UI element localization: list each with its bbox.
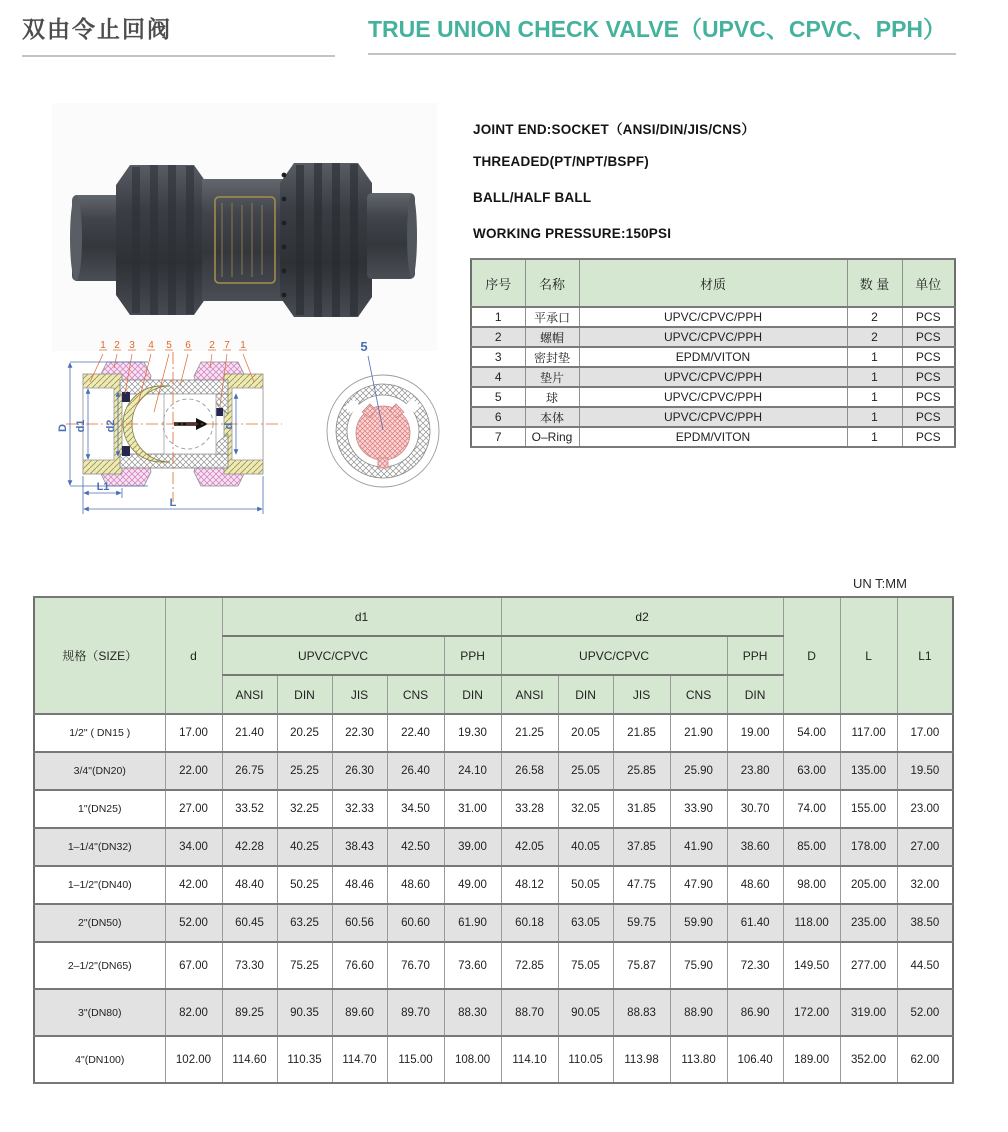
parts-table-cell: EPDM/VITON	[579, 427, 847, 447]
dim-value-cell: 113.98	[613, 1036, 670, 1083]
dim-col-d1-upvc-cpvc: UPVC/CPVC	[222, 636, 444, 675]
dim-value-cell: 277.00	[840, 942, 897, 989]
dim-value-cell: 114.70	[332, 1036, 387, 1083]
dim-value-cell: 135.00	[840, 752, 897, 790]
parts-table-cell: PCS	[902, 387, 955, 407]
dim-value-cell: 76.70	[387, 942, 444, 989]
part-label-6: 6	[185, 340, 191, 351]
dim-value-cell: 21.90	[670, 714, 727, 752]
dim-value-cell: 89.70	[387, 989, 444, 1036]
dim-col-d1: d1	[222, 597, 501, 636]
dim-value-cell: 88.30	[444, 989, 501, 1036]
dim-value-cell: 75.25	[277, 942, 332, 989]
dim-value-cell: 32.25	[277, 790, 332, 828]
dim-value-cell: 22.00	[165, 752, 222, 790]
parts-table-cell: PCS	[902, 307, 955, 327]
dim-size-cell: 1–1/4"(DN32)	[34, 828, 165, 866]
dim-col-d2-jis: JIS	[613, 675, 670, 714]
technical-drawing	[30, 336, 475, 531]
part-label-1: 1	[100, 340, 106, 351]
dim-value-cell: 38.60	[727, 828, 783, 866]
dim-col-d1-din: DIN	[277, 675, 332, 714]
dim-value-cell: 155.00	[840, 790, 897, 828]
parts-table-cell: PCS	[902, 347, 955, 367]
parts-table-cell: UPVC/CPVC/PPH	[579, 387, 847, 407]
parts-table-header-row	[471, 259, 955, 307]
dim-value-cell: 41.90	[670, 828, 727, 866]
dim-value-cell: 42.50	[387, 828, 444, 866]
dimension-table	[33, 596, 954, 1084]
dim-value-cell: 25.05	[558, 752, 613, 790]
dim-col-d2-upvc-cpvc: UPVC/CPVC	[501, 636, 727, 675]
dim-value-cell: 31.85	[613, 790, 670, 828]
dim-value-cell: 110.05	[558, 1036, 613, 1083]
dim-value-cell: 114.10	[501, 1036, 558, 1083]
dim-col-d1-ansi: ANSI	[222, 675, 277, 714]
dim-value-cell: 61.40	[727, 904, 783, 942]
dim-label-L1: L1	[96, 481, 110, 493]
parts-table-row	[471, 307, 955, 327]
part-label-4: 4	[148, 340, 154, 351]
dim-table-row	[34, 714, 953, 752]
dim-value-cell: 67.00	[165, 942, 222, 989]
dim-value-cell: 82.00	[165, 989, 222, 1036]
dim-value-cell: 88.83	[613, 989, 670, 1036]
dim-value-cell: 48.12	[501, 866, 558, 904]
dim-value-cell: 23.00	[897, 790, 953, 828]
dim-value-cell: 50.25	[277, 866, 332, 904]
parts-table-cell: 本体	[525, 407, 579, 427]
parts-table-cell: 球	[525, 387, 579, 407]
dim-value-cell: 98.00	[783, 866, 840, 904]
dim-value-cell: 39.00	[444, 828, 501, 866]
dim-value-cell: 189.00	[783, 1036, 840, 1083]
page-title-cn: 双由令止回阀	[22, 11, 335, 57]
dim-value-cell: 31.00	[444, 790, 501, 828]
dim-value-cell: 59.75	[613, 904, 670, 942]
dim-value-cell: 19.00	[727, 714, 783, 752]
dim-table-row	[34, 752, 953, 790]
dim-table-row	[34, 866, 953, 904]
dim-value-cell: 22.30	[332, 714, 387, 752]
parts-table-cell: 2	[847, 327, 902, 347]
end-view-label: 5	[360, 339, 368, 354]
dim-value-cell: 48.60	[727, 866, 783, 904]
parts-table-cell: 4	[471, 367, 525, 387]
dim-value-cell: 42.28	[222, 828, 277, 866]
dim-col-D: D	[783, 597, 840, 714]
parts-table-cell: UPVC/CPVC/PPH	[579, 327, 847, 347]
dim-size-cell: 3"(DN80)	[34, 989, 165, 1036]
dim-value-cell: 178.00	[840, 828, 897, 866]
dim-value-cell: 60.56	[332, 904, 387, 942]
dim-value-cell: 20.25	[277, 714, 332, 752]
dim-value-cell: 172.00	[783, 989, 840, 1036]
dim-value-cell: 26.75	[222, 752, 277, 790]
dim-value-cell: 63.05	[558, 904, 613, 942]
parts-col-unit: 单位	[902, 259, 955, 307]
dim-value-cell: 117.00	[840, 714, 897, 752]
dim-value-cell: 50.05	[558, 866, 613, 904]
dim-value-cell: 149.50	[783, 942, 840, 989]
dim-value-cell: 38.43	[332, 828, 387, 866]
dim-value-cell: 54.00	[783, 714, 840, 752]
unit-note: UN T:MM	[853, 576, 907, 591]
dim-value-cell: 21.40	[222, 714, 277, 752]
dim-value-cell: 33.90	[670, 790, 727, 828]
valve-right-nut	[280, 163, 372, 317]
dim-value-cell: 89.60	[332, 989, 387, 1036]
parts-table-row	[471, 387, 955, 407]
dim-value-cell: 25.25	[277, 752, 332, 790]
parts-col-name: 名称	[525, 259, 579, 307]
dim-col-d1-pph: PPH	[444, 636, 501, 675]
parts-table-cell: 5	[471, 387, 525, 407]
valve-left-nut	[116, 165, 208, 315]
dim-value-cell: 61.90	[444, 904, 501, 942]
dim-value-cell: 72.30	[727, 942, 783, 989]
dim-value-cell: 72.85	[501, 942, 558, 989]
dim-value-cell: 33.52	[222, 790, 277, 828]
dim-value-cell: 21.25	[501, 714, 558, 752]
dim-value-cell: 76.60	[332, 942, 387, 989]
dim-value-cell: 19.50	[897, 752, 953, 790]
dim-value-cell: 48.40	[222, 866, 277, 904]
parts-col-material: 材质	[579, 259, 847, 307]
dim-col-d2-pph-din: DIN	[727, 675, 783, 714]
dim-value-cell: 32.05	[558, 790, 613, 828]
parts-table-cell: 1	[847, 407, 902, 427]
parts-table-cell: 2	[471, 327, 525, 347]
spec-line-pressure: WORKING PRESSURE:150PSI	[473, 226, 672, 241]
spec-line-joint-end: JOINT END:SOCKET（ANSI/DIN/JIS/CNS）	[473, 122, 756, 137]
dim-value-cell: 27.00	[165, 790, 222, 828]
dim-value-cell: 21.85	[613, 714, 670, 752]
dim-value-cell: 48.46	[332, 866, 387, 904]
dim-value-cell: 319.00	[840, 989, 897, 1036]
parts-table-cell: PCS	[902, 427, 955, 447]
dim-value-cell: 22.40	[387, 714, 444, 752]
dim-value-cell: 75.05	[558, 942, 613, 989]
dim-value-cell: 118.00	[783, 904, 840, 942]
dim-col-d2-ansi: ANSI	[501, 675, 558, 714]
dim-col-d1-pph-din: DIN	[444, 675, 501, 714]
dim-size-cell: 4"(DN100)	[34, 1036, 165, 1083]
dim-value-cell: 47.75	[613, 866, 670, 904]
dim-value-cell: 62.00	[897, 1036, 953, 1083]
parts-table-cell: 2	[847, 307, 902, 327]
spec-line-ball: BALL/HALF BALL	[473, 190, 592, 205]
dim-value-cell: 110.35	[277, 1036, 332, 1083]
part-label-3: 3	[129, 340, 135, 351]
parts-table-body	[471, 307, 955, 447]
parts-col-qty: 数 量	[847, 259, 902, 307]
dim-value-cell: 108.00	[444, 1036, 501, 1083]
end-view-ball	[356, 406, 410, 460]
dim-col-d1-cns: CNS	[387, 675, 444, 714]
part-number-labels	[100, 340, 246, 351]
dim-value-cell: 74.00	[783, 790, 840, 828]
cross-section-view	[57, 340, 282, 514]
dim-table-row	[34, 989, 953, 1036]
part-label-5: 5	[166, 340, 172, 351]
dim-value-cell: 17.00	[165, 714, 222, 752]
dim-col-d2: d2	[501, 597, 783, 636]
parts-table-cell: O–Ring	[525, 427, 579, 447]
dim-table-row	[34, 790, 953, 828]
dim-value-cell: 19.30	[444, 714, 501, 752]
page-title-en: TRUE UNION CHECK VALVE（UPVC、CPVC、PPH）	[368, 11, 956, 55]
dim-value-cell: 52.00	[165, 904, 222, 942]
dim-value-cell: 49.00	[444, 866, 501, 904]
parts-table-cell: PCS	[902, 327, 955, 347]
dim-header-row-1	[34, 597, 953, 636]
dim-label-d2: d2	[105, 419, 117, 433]
dim-value-cell: 52.00	[897, 989, 953, 1036]
parts-table-cell: EPDM/VITON	[579, 347, 847, 367]
parts-table-cell: 7	[471, 427, 525, 447]
parts-table-cell: UPVC/CPVC/PPH	[579, 307, 847, 327]
dim-col-d2-pph: PPH	[727, 636, 783, 675]
dim-value-cell: 113.80	[670, 1036, 727, 1083]
parts-table-cell: PCS	[902, 367, 955, 387]
dim-value-cell: 25.90	[670, 752, 727, 790]
dim-label-d1: d1	[75, 419, 87, 433]
parts-table-cell: 平承口	[525, 307, 579, 327]
spec-line-threaded: THREADED(PT/NPT/BSPF)	[473, 154, 649, 169]
dim-value-cell: 47.90	[670, 866, 727, 904]
spec-lines	[473, 118, 755, 262]
dim-col-size: 规格（SIZE）	[34, 597, 165, 714]
dim-value-cell: 44.50	[897, 942, 953, 989]
dim-value-cell: 90.35	[277, 989, 332, 1036]
dim-col-d1-jis: JIS	[332, 675, 387, 714]
dim-table-row	[34, 904, 953, 942]
dim-col-d2-din: DIN	[558, 675, 613, 714]
dim-size-cell: 3/4"(DN20)	[34, 752, 165, 790]
dim-col-d2-cns: CNS	[670, 675, 727, 714]
parts-table-row	[471, 407, 955, 427]
dim-size-cell: 1"(DN25)	[34, 790, 165, 828]
parts-table-cell: 6	[471, 407, 525, 427]
parts-table	[470, 258, 956, 448]
dim-value-cell: 20.05	[558, 714, 613, 752]
parts-table-cell: UPVC/CPVC/PPH	[579, 367, 847, 387]
dim-value-cell: 114.60	[222, 1036, 277, 1083]
dim-value-cell: 75.87	[613, 942, 670, 989]
dim-table-row	[34, 1036, 953, 1083]
dim-label-L: L	[169, 497, 177, 509]
dim-value-cell: 205.00	[840, 866, 897, 904]
dim-value-cell: 85.00	[783, 828, 840, 866]
parts-table-row	[471, 347, 955, 367]
parts-table-cell: 1	[471, 307, 525, 327]
dim-value-cell: 89.25	[222, 989, 277, 1036]
dim-value-cell: 40.05	[558, 828, 613, 866]
parts-table-cell: 螺帽	[525, 327, 579, 347]
dim-value-cell: 25.85	[613, 752, 670, 790]
dim-size-cell: 1–1/2"(DN40)	[34, 866, 165, 904]
part-label-2b: 2	[209, 340, 215, 351]
dim-value-cell: 115.00	[387, 1036, 444, 1083]
dim-value-cell: 88.70	[501, 989, 558, 1036]
dim-value-cell: 40.25	[277, 828, 332, 866]
parts-table-cell: 1	[847, 387, 902, 407]
dim-value-cell: 63.00	[783, 752, 840, 790]
dim-value-cell: 75.90	[670, 942, 727, 989]
dim-value-cell: 106.40	[727, 1036, 783, 1083]
dim-size-cell: 1/2" ( DN15 )	[34, 714, 165, 752]
part-label-1b: 1	[240, 340, 246, 351]
parts-col-index: 序号	[471, 259, 525, 307]
dim-value-cell: 60.60	[387, 904, 444, 942]
dim-value-cell: 59.90	[670, 904, 727, 942]
dim-table-body	[34, 714, 953, 1083]
parts-table-cell: 密封垫	[525, 347, 579, 367]
dim-value-cell: 63.25	[277, 904, 332, 942]
dim-col-d: d	[165, 597, 222, 714]
dim-value-cell: 235.00	[840, 904, 897, 942]
dim-value-cell: 60.45	[222, 904, 277, 942]
dim-value-cell: 27.00	[897, 828, 953, 866]
parts-table-cell: PCS	[902, 407, 955, 427]
dim-value-cell: 33.28	[501, 790, 558, 828]
dim-value-cell: 26.58	[501, 752, 558, 790]
dim-value-cell: 23.80	[727, 752, 783, 790]
dim-value-cell: 42.00	[165, 866, 222, 904]
dim-value-cell: 73.30	[222, 942, 277, 989]
dim-value-cell: 34.00	[165, 828, 222, 866]
dim-value-cell: 88.90	[670, 989, 727, 1036]
parts-table-cell: 1	[847, 367, 902, 387]
parts-table-cell: 1	[847, 347, 902, 367]
part-label-7: 7	[224, 340, 230, 351]
dim-value-cell: 42.05	[501, 828, 558, 866]
parts-table-row	[471, 327, 955, 347]
dim-value-cell: 32.00	[897, 866, 953, 904]
dim-value-cell: 86.90	[727, 989, 783, 1036]
dim-size-cell: 2"(DN50)	[34, 904, 165, 942]
part-label-2: 2	[114, 340, 120, 351]
parts-table-cell: 3	[471, 347, 525, 367]
dim-value-cell: 17.00	[897, 714, 953, 752]
dim-col-L: L	[840, 597, 897, 714]
dim-table-row	[34, 828, 953, 866]
dim-table-row	[34, 942, 953, 989]
dim-value-cell: 90.05	[558, 989, 613, 1036]
product-photo	[52, 103, 437, 351]
dim-value-cell: 102.00	[165, 1036, 222, 1083]
dim-value-cell: 48.60	[387, 866, 444, 904]
parts-table-cell: 1	[847, 427, 902, 447]
dim-value-cell: 26.40	[387, 752, 444, 790]
dim-value-cell: 60.18	[501, 904, 558, 942]
dim-label-D: D	[57, 424, 69, 432]
dim-col-L1: L1	[897, 597, 953, 714]
dim-value-cell: 32.33	[332, 790, 387, 828]
dim-value-cell: 352.00	[840, 1036, 897, 1083]
end-view	[327, 339, 439, 487]
parts-table-cell: 垫片	[525, 367, 579, 387]
parts-table-cell: UPVC/CPVC/PPH	[579, 407, 847, 427]
dim-value-cell: 24.10	[444, 752, 501, 790]
parts-table-row	[471, 427, 955, 447]
dim-size-cell: 2–1/2"(DN65)	[34, 942, 165, 989]
dim-value-cell: 38.50	[897, 904, 953, 942]
dim-value-cell: 26.30	[332, 752, 387, 790]
dim-value-cell: 34.50	[387, 790, 444, 828]
parts-table-row	[471, 367, 955, 387]
dim-value-cell: 73.60	[444, 942, 501, 989]
dim-label-d: d	[223, 422, 235, 430]
dim-value-cell: 37.85	[613, 828, 670, 866]
dim-value-cell: 30.70	[727, 790, 783, 828]
